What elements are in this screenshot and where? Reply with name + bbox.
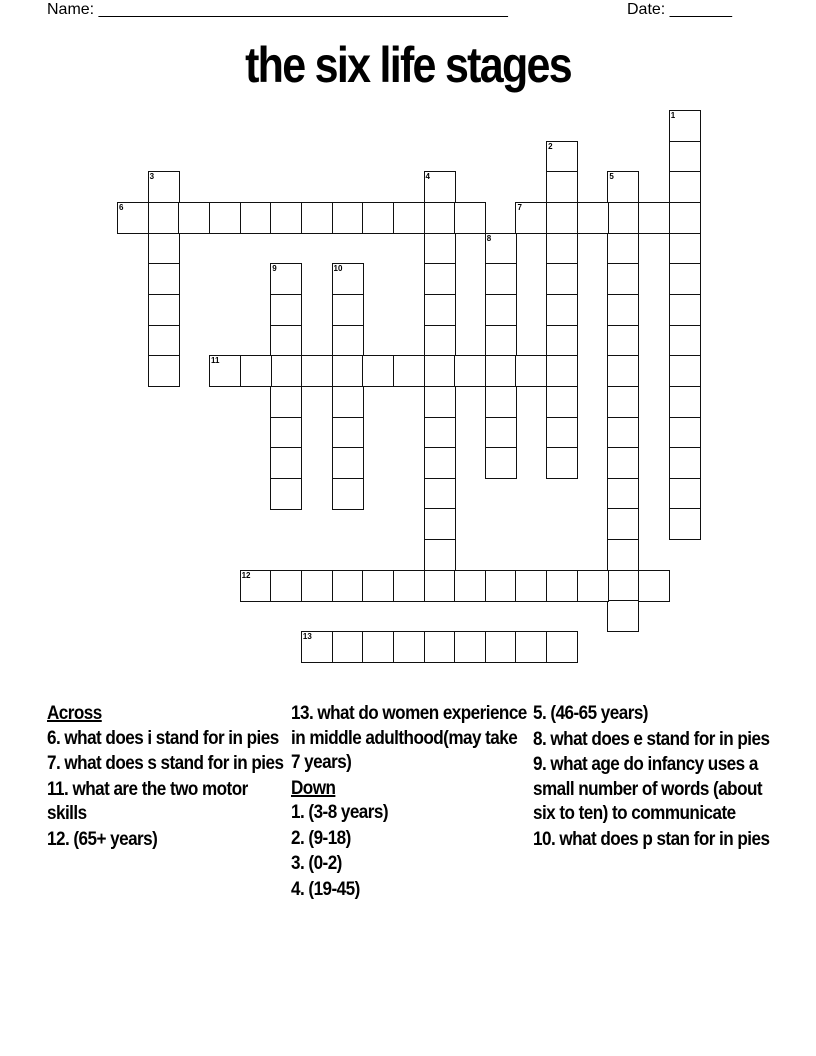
grid-cell[interactable] (669, 294, 701, 326)
grid-cell[interactable] (454, 631, 486, 663)
grid-cell[interactable] (424, 539, 456, 571)
grid-cell[interactable] (669, 325, 701, 357)
grid-cell[interactable] (607, 325, 639, 357)
grid-cell[interactable] (362, 631, 394, 663)
clue-number: 13. (291, 703, 314, 724)
grid-cell[interactable] (393, 631, 425, 663)
grid-cell[interactable] (178, 202, 210, 234)
grid-cell[interactable] (362, 355, 394, 387)
grid-cell[interactable] (607, 447, 639, 479)
clue-number: 9. (533, 754, 547, 775)
grid-cell[interactable] (270, 294, 302, 326)
grid-cell[interactable] (546, 233, 578, 265)
grid-cell[interactable] (485, 355, 517, 387)
clue-text: what does e stand for in pies (550, 728, 770, 750)
grid-cell[interactable] (393, 355, 425, 387)
grid-cell[interactable] (301, 355, 333, 387)
grid-cell[interactable] (546, 355, 578, 387)
grid-cell[interactable] (607, 202, 639, 234)
grid-cell[interactable] (270, 447, 302, 479)
grid-cell[interactable] (362, 202, 394, 234)
grid-cell[interactable] (270, 386, 302, 418)
clue-number: 10. (533, 828, 556, 850)
grid-cell[interactable] (270, 325, 302, 357)
grid-cell[interactable] (669, 171, 701, 203)
name-label: Name: (47, 1, 95, 18)
grid-cell[interactable] (393, 202, 425, 234)
cell-number: 4 (425, 172, 430, 182)
grid-cell[interactable] (270, 417, 302, 449)
grid-cell[interactable] (546, 631, 578, 663)
grid-cell[interactable] (424, 570, 456, 602)
clue-number: 6. (47, 727, 61, 749)
grid-cell[interactable] (485, 233, 517, 265)
date-line[interactable]: _______ (669, 1, 732, 18)
grid-cell[interactable] (607, 417, 639, 449)
grid-cell[interactable] (669, 263, 701, 295)
clue-column-3 (533, 702, 773, 853)
grid-cell[interactable] (607, 478, 639, 510)
grid-cell[interactable] (148, 294, 180, 326)
clue-down-2 (291, 827, 530, 852)
grid-cell[interactable] (332, 263, 364, 295)
grid-cell[interactable] (424, 508, 456, 540)
grid-cell[interactable] (607, 386, 639, 418)
grid-cell[interactable] (332, 325, 364, 357)
grid-cell[interactable] (546, 294, 578, 326)
grid-cell[interactable] (270, 355, 302, 387)
clue-number: 5. (533, 703, 547, 724)
grid-cell[interactable] (240, 202, 272, 234)
clue-text: (9-18) (308, 827, 351, 849)
grid-cell[interactable] (607, 508, 639, 540)
grid-cell[interactable] (546, 325, 578, 357)
clue-text: what do women experience in middle adulthood(may take 7 years) (291, 703, 527, 773)
clue-down-8 (533, 728, 772, 753)
cell-number: 9 (272, 264, 277, 274)
grid-cell[interactable] (577, 570, 609, 602)
grid-cell[interactable] (454, 202, 486, 234)
grid-cell[interactable] (270, 570, 302, 602)
grid-cell[interactable] (515, 355, 547, 387)
grid-cell[interactable] (515, 570, 547, 602)
clue-down-4 (291, 878, 530, 903)
name-line[interactable]: ______________________________________________ (98, 1, 508, 18)
grid-cell[interactable] (607, 570, 639, 602)
clue-text: (19-45) (308, 878, 360, 900)
grid-cell[interactable] (546, 447, 578, 479)
clue-column-1 (47, 702, 287, 853)
clue-text: what does p stan for in pies (559, 828, 770, 850)
grid-cell[interactable] (607, 263, 639, 295)
grid-cell[interactable] (607, 539, 639, 571)
grid-cell[interactable] (607, 600, 639, 632)
clue-down-1 (291, 801, 530, 826)
clue-number: 4. (291, 878, 305, 900)
grid-cell[interactable] (424, 325, 456, 357)
grid-cell[interactable] (546, 141, 578, 173)
cell-number: 7 (517, 202, 522, 212)
grid-cell[interactable] (424, 294, 456, 326)
grid-cell[interactable] (240, 570, 272, 602)
clue-text: what does s stand for in pies (64, 753, 284, 774)
clue-across-13 (291, 702, 530, 776)
grid-cell[interactable] (669, 110, 701, 142)
clue-number: 8. (533, 728, 547, 750)
clue-down-10 (533, 828, 772, 853)
grid-cell[interactable] (209, 202, 241, 234)
grid-cell[interactable] (485, 631, 517, 663)
grid-cell[interactable] (332, 202, 364, 234)
clue-down-9 (533, 753, 772, 827)
grid-cell[interactable] (485, 417, 517, 449)
clue-number: 3. (291, 853, 305, 874)
clue-across-11 (47, 778, 286, 827)
grid-cell[interactable] (546, 386, 578, 418)
grid-cell[interactable] (148, 202, 180, 234)
grid-cell[interactable] (485, 263, 517, 295)
clue-text: what does i stand for in pies (64, 727, 279, 749)
clue-down-5 (533, 702, 772, 727)
grid-cell[interactable] (669, 447, 701, 479)
grid-cell[interactable] (669, 355, 701, 387)
grid-cell[interactable] (393, 570, 425, 602)
grid-cell[interactable] (546, 171, 578, 203)
grid-cell[interactable] (424, 631, 456, 663)
grid-cell[interactable] (669, 233, 701, 265)
down-heading: Down (291, 777, 336, 799)
grid-cell[interactable] (638, 570, 670, 602)
grid-cell[interactable] (485, 325, 517, 357)
clue-text: (46-65 years) (550, 703, 648, 724)
grid-cell[interactable] (515, 202, 547, 234)
grid-cell[interactable] (669, 386, 701, 418)
cell-number: 6 (119, 202, 124, 212)
cell-number: 11 (210, 356, 220, 366)
grid-cell[interactable] (669, 202, 701, 234)
clue-down-3 (291, 852, 530, 877)
grid-cell[interactable] (301, 631, 333, 663)
grid-cell[interactable] (332, 386, 364, 418)
grid-cell[interactable] (607, 294, 639, 326)
clue-across-7 (47, 752, 286, 777)
grid-cell[interactable] (485, 294, 517, 326)
grid-cell[interactable] (332, 294, 364, 326)
grid-cell[interactable] (485, 447, 517, 479)
grid-cell[interactable] (424, 171, 456, 203)
grid-cell[interactable] (669, 141, 701, 173)
grid-cell[interactable] (515, 631, 547, 663)
grid-cell[interactable] (607, 355, 639, 387)
clue-text: what are the two motor skills (47, 778, 248, 824)
grid-cell[interactable] (332, 355, 364, 387)
cell-number: 13 (302, 632, 312, 642)
grid-cell[interactable] (669, 417, 701, 449)
clue-column-2 (291, 702, 531, 903)
grid-cell[interactable] (607, 171, 639, 203)
clue-across-12 (47, 828, 286, 853)
grid-cell[interactable] (424, 263, 456, 295)
page-title: the six life stages (245, 37, 571, 93)
grid-cell[interactable] (485, 570, 517, 602)
cell-number: 1 (670, 111, 676, 120)
cell-number: 5 (609, 172, 614, 182)
cell-number: 12 (241, 570, 251, 580)
across-heading: Across (47, 703, 102, 724)
grid-cell[interactable] (270, 478, 302, 510)
grid-cell[interactable] (270, 263, 302, 295)
clue-number: 1. (291, 802, 305, 823)
clue-number: 11. (47, 778, 69, 800)
clue-text: (65+ years) (73, 828, 158, 850)
grid-cell[interactable] (577, 202, 609, 234)
grid-cell[interactable] (148, 325, 180, 357)
grid-cell[interactable] (332, 631, 364, 663)
grid-cell[interactable] (332, 478, 364, 510)
grid-cell[interactable] (424, 233, 456, 265)
grid-cell[interactable] (362, 570, 394, 602)
grid-cell[interactable] (332, 570, 364, 602)
clue-across-6 (47, 727, 286, 752)
grid-cell[interactable] (424, 417, 456, 449)
grid-cell[interactable] (424, 386, 456, 418)
grid-cell[interactable] (424, 355, 456, 387)
clue-number: 2. (291, 827, 305, 849)
grid-cell[interactable] (485, 386, 517, 418)
grid-cell[interactable] (424, 478, 456, 510)
grid-cell[interactable] (424, 202, 456, 234)
grid-cell[interactable] (148, 355, 180, 387)
clue-text: (0-2) (308, 853, 342, 874)
grid-cell[interactable] (301, 202, 333, 234)
grid-cell[interactable] (669, 478, 701, 510)
grid-cell[interactable] (301, 570, 333, 602)
clue-number: 12. (47, 828, 70, 850)
cell-number: 2 (548, 141, 553, 151)
clue-text: what age do infancy uses a small number of words (about six to ten) to communicate (533, 754, 763, 824)
grid-cell[interactable] (148, 263, 180, 295)
date-label: Date: (627, 1, 666, 18)
grid-cell[interactable] (270, 202, 302, 234)
grid-cell[interactable] (546, 417, 578, 449)
grid-cell[interactable] (240, 355, 272, 387)
cell-number: 10 (333, 264, 343, 274)
grid-cell[interactable] (424, 447, 456, 479)
grid-cell[interactable] (332, 447, 364, 479)
grid-cell[interactable] (332, 417, 364, 449)
grid-cell[interactable] (117, 202, 149, 234)
grid-cell[interactable] (546, 570, 578, 602)
grid-cell[interactable] (454, 355, 486, 387)
clue-text: (3-8 years) (308, 802, 389, 823)
grid-cell[interactable] (546, 263, 578, 295)
cell-number: 3 (149, 172, 155, 182)
grid-cell[interactable] (546, 202, 578, 234)
grid-cell[interactable] (148, 233, 180, 265)
grid-cell[interactable] (638, 202, 670, 234)
grid-cell[interactable] (607, 233, 639, 265)
grid-cell[interactable] (209, 355, 241, 387)
clue-number: 7. (47, 753, 61, 774)
grid-cell[interactable] (148, 171, 180, 203)
grid-cell[interactable] (669, 508, 701, 540)
cell-number: 8 (486, 233, 492, 243)
grid-cell[interactable] (454, 570, 486, 602)
